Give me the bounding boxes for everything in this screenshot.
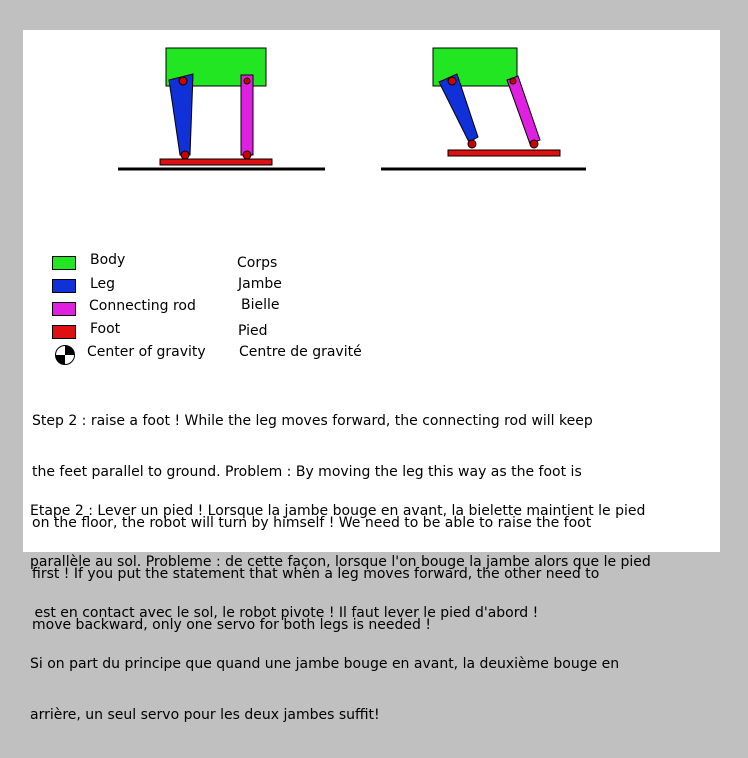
center-of-gravity-icon [55,345,75,365]
legend-label-leg: Leg [90,276,116,292]
legend-fr-cog: Centre de gravité [239,344,362,360]
step-fr-line: parallèle au sol. Probleme : de cette façon, lorsque l'on bouge la jambe alors que le pied [30,554,651,570]
step-text-french [30,469,651,758]
legend-label-body: Body [90,252,126,268]
foot-left [160,159,272,165]
robot-leg-raised [381,48,586,169]
legend-fr-leg: Jambe [238,276,282,292]
connecting-rod-left [241,75,253,155]
legend-label-foot: Foot [90,321,121,337]
legend-label-cog: Center of gravity [87,344,206,360]
legend-fr-foot: Pied [238,323,268,339]
legend-swatch-foot [52,325,76,339]
joint-hip-right [448,77,456,85]
step-en-line: on the floor, the robot will turn by himself ! We need to be able to raise the foot [32,515,592,531]
joint-foot-left-2 [243,151,251,159]
step-en-line: move backward, only one servo for both legs is needed ! [32,617,431,633]
step-fr-line: est en contact avec le sol, le robot pivote ! Il faut lever le pied d'abord ! [30,605,539,621]
joint-foot-right-1 [468,140,476,148]
legend-label-rod: Connecting rod [89,298,196,314]
step-fr-line: Si on part du principe que quand une jambe bouge en avant, la deuxième bouge en [30,656,620,672]
step-en-line: the feet parallel to ground. Problem : By moving the leg this way as the foot is [32,464,582,480]
robot-diagram [23,30,720,250]
step-fr-line: Etape 2 : Lever un pied ! Lorsque la jambe bouge en avant, la bielette maintient le pied [30,503,646,519]
robot-standing [118,48,325,169]
legend-fr-body: Corps [237,255,278,271]
joint-rod-top-left [244,78,250,84]
leg-left [169,74,193,155]
legend-swatch-leg [52,279,76,293]
step-en-line: first ! If you put the statement that when a leg moves forward, the other need to [32,566,600,582]
foot-right [448,150,560,156]
joint-hip-left [179,77,187,85]
diagram-panel [23,30,720,723]
legend-swatch-body [52,256,76,270]
joint-rod-top-right [510,78,516,84]
joint-foot-right-2 [530,140,538,148]
joint-foot-left-1 [181,151,189,159]
legend-swatch-rod [52,302,76,316]
step-en-line: Step 2 : raise a foot ! While the leg moves forward, the connecting rod will keep [32,413,593,429]
connecting-rod-right [507,76,540,144]
step-fr-line: arrière, un seul servo pour les deux jambes suffit! [30,707,380,723]
legend-fr-rod: Bielle [241,297,280,313]
